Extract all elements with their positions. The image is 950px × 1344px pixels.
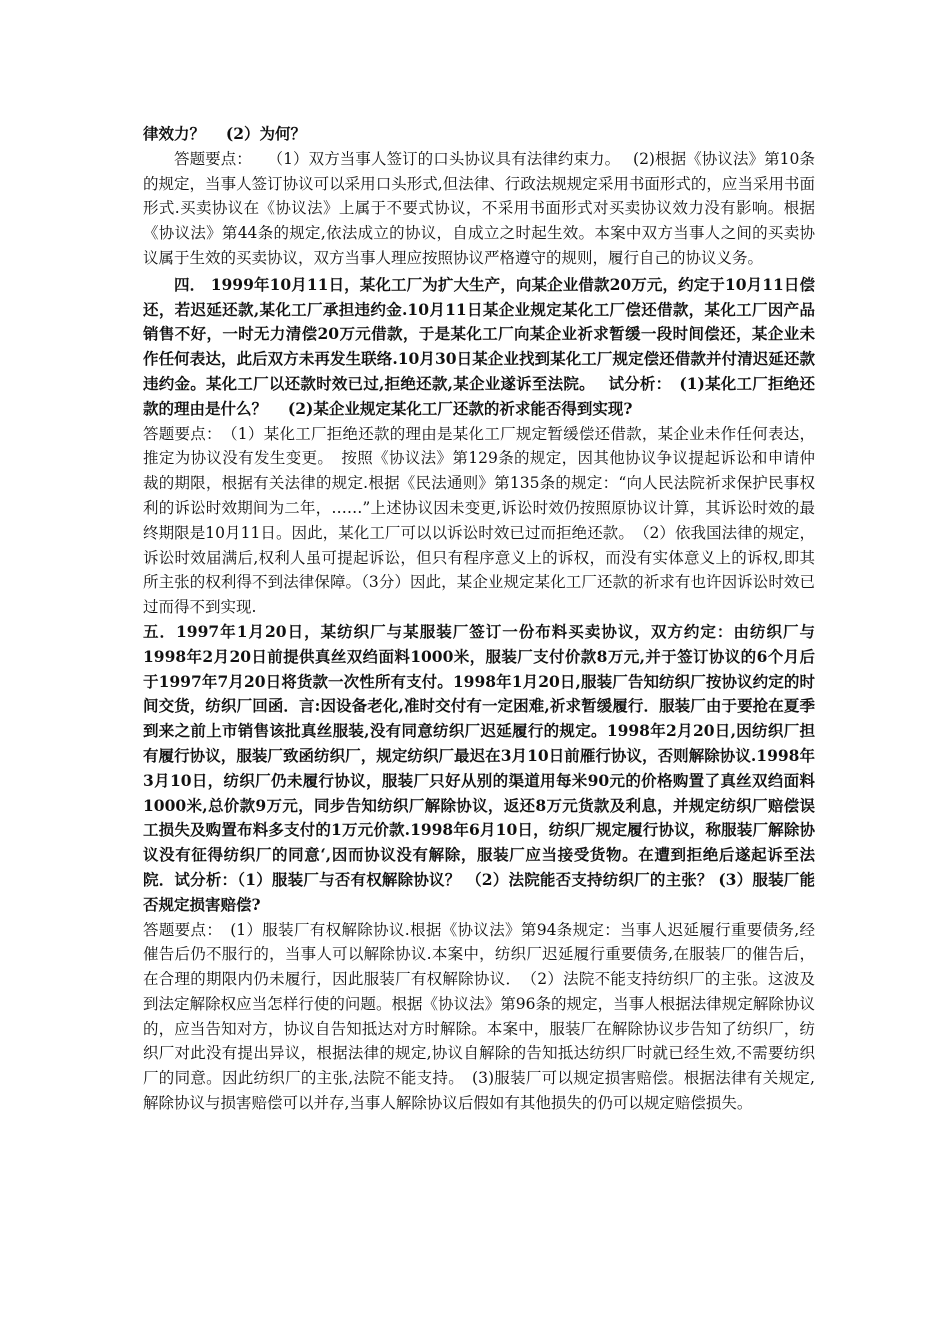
question-4: 四． 1999年10月11日，某化工厂为扩大生产，向某企业借款20万元，约定于10月11日偿还，若迟延还款,某化工厂承担违约金.10月11日某企业规定某化工厂偿还借款，某化工厂因产品销售不好，一时无力清偿20万元借款，于是某化工厂向某企业祈求暂缓一段时间偿还，某企业未作任何表达，此后双方未再发生联络.10月30日某企业找到某化工厂规定偿还借款并付清迟延还款违约金。某化工厂以还款时效已过,拒绝还款,某企业遂诉至法院。 试分析： (1)某化工厂拒绝还款的理由是什么？ (2)某企业规定某化工厂还款的祈求能否得到实现? [143,274,815,418]
answer-4: 答题要点： （1）某化工厂拒绝还款的理由是某化工厂规定暂缓偿还借款，某企业未作任何表达，推定为协议没有发生变更。 按照《协议法》第129条的规定，因其他协议争议提起诉讼和申请仲裁的期限，根据有关法律的规定.根据《民法通则》第135条的规定：“向人民法院祈求保护民事权利的诉讼时效期间为二年，……”上述协议因未变更,诉讼时效仍按照原协议计算，其诉讼时效的最终期限是10月11日。因此，某化工厂可以以诉讼时效已过而拒绝还款。 （2）依我国法律的规定，诉讼时效届满后,权利人虽可提起诉讼，但只有程序意义上的诉权，而没有实体意义上的诉权,即其所主张的权利得不到法律保障。（3分）因此，某企业规定某化工厂还款的祈求有也许因诉讼时效已过而得不到实现. [143,424,815,617]
document-page [143,122,815,1116]
answer-5: 答题要点： (1）服装厂有权解除协议.根据《协议法》第94条规定：当事人迟延履行重要债务,经催告后仍不服行的，当事人可以解除协议.本案中，纺织厂迟延履行重要债务,在服装厂的催告后，在合理的期限内仍未履行，因此服装厂有权解除协议． （2）法院不能支持纺织厂的主张。这波及到法定解除权应当怎样行使的问题。根据《协议法》第96条的规定，当事人根据法律规定解除协议的，应当告知对方，协议自告知抵达对方时解除。本案中，服装厂在解除协议步告知了纺织厂，纺织厂对此没有提出异议，根据法律的规定,协议自解除的告知抵达纺织厂时就已经生效,不需要纺织厂的同意。因此纺织厂的主张,法院不能支持。 (3)服装厂可以规定损害赔偿。根据法律有关规定,解除协议与损害赔偿可以并存,当事人解除协议后假如有其他损失的仍可以规定赔偿损失。 [143,920,815,1113]
question-5: 五．1997年1月20日，某纺织厂与某服装厂签订一份布料买卖协议，双方约定：由纺织厂与1998年2月20日前提供真丝双绉面料1000米，服装厂支付价款8万元,并于签订协议的6个月后于1997年7月20日将货款一次性所有支付。1998年1月20日,服装厂告知纺织厂按协议约定的时间交货，纺织厂回函．言:因设备老化,准时交付有一定困难,祈求暂缓履行．服装厂由于要抢在夏季到来之前上市销售该批真丝服装,没有同意纺织厂迟延履行的规定。1998年2月20日,因纺织厂担有履行协议，服装厂致函纺织厂，规定纺织厂最迟在3月10日前雁行协议，否则解除协议.1998年3月10日，纺织厂仍未履行协议，服装厂只好从别的渠道用每米90元的价格购置了真丝双绉面料1000米,总价款9万元，同步告知纺织厂解除协议，返还8万元货款及利息，并规定纺织厂赔偿误工损失及购置布料多支付的1万元价款.1998年6月10日，纺织厂规定履行协议，称服装厂解除协议没有征得纺织厂的同意‘,因而协议没有解除，服装厂应当接受货物。在遭到拒绝后遂起诉至法院．试分析：（1）服装厂与否有权解除协议？ （2）法院能否支持纺织厂的主张？ (3）服装厂能否规定损害赔偿? [143,621,815,914]
question-3-tail: 律效力？ (2）为何？ [143,124,307,143]
answer-3: 答题要点： （1）双方当事人签订的口头协议具有法律约束力。 (2)根据《协议法》第10条的规定，当事人签订协议可以采用口头形式,但法律、行政法规规定采用书面形式的，应当采用书面形式.买卖协议在《协议法》上属于不要式协议，不采用书面形式对买卖协议效力没有影响。根据《协议法》第44条的规定,依法成立的协议，自成立之时起生效。本案中双方当事人之间的买卖协议属于生效的买卖协议，双方当事人理应按照协议严格遵守的规则，履行自己的协议义务。 [143,149,815,267]
